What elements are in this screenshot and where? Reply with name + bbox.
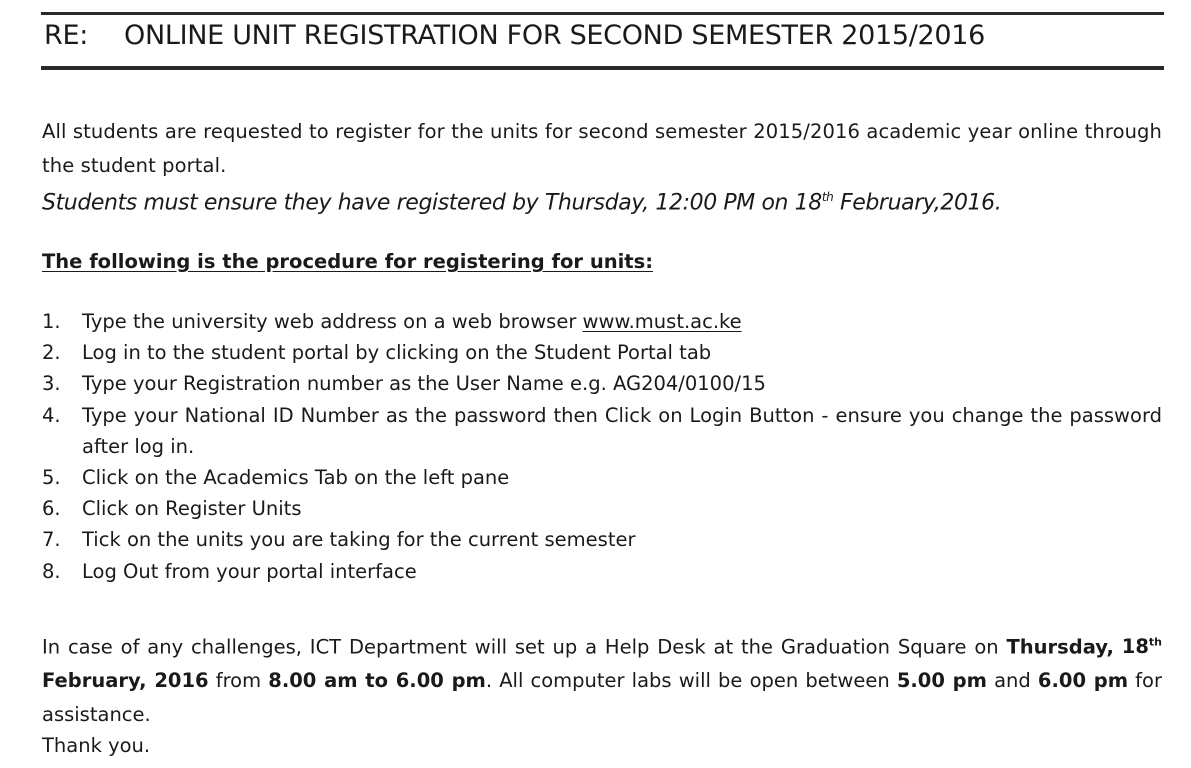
- deadline-text: Students must ensure they have registered by Thursday, 12:00 PM on 18: [42, 190, 822, 216]
- help-desk-hours: 8.00 am to 6.00 pm: [268, 669, 486, 692]
- step-text: Click on Register Units: [82, 497, 302, 521]
- step-item: [42, 368, 1162, 399]
- document-title: [44, 20, 985, 51]
- labs-close-time: 6.00 pm: [1037, 669, 1129, 692]
- step-text: Click on the Academics Tab on the left pane: [82, 466, 510, 490]
- help-desk-paragraph: [42, 626, 1162, 733]
- closing-text: and: [986, 669, 1038, 692]
- step-item: [42, 462, 1162, 493]
- step-number: 1.: [42, 310, 61, 333]
- title-prefix: RE:: [44, 20, 89, 51]
- step-item: [42, 556, 1162, 587]
- date-rest: February, 2016: [42, 669, 209, 692]
- deadline-date: February,2016.: [833, 190, 1002, 216]
- step-number: 6.: [42, 497, 61, 521]
- procedure-heading: The following is the procedure for registering for units:: [42, 250, 654, 273]
- labs-open-time: 5.00 pm: [896, 669, 987, 692]
- bottom-rule: [41, 66, 1164, 70]
- date-number: 18: [1121, 635, 1149, 658]
- step-number: 4.: [42, 403, 61, 427]
- step-item: [42, 306, 1162, 337]
- deadline-suffix: th: [821, 190, 834, 204]
- closing-thanks: Thank you.: [42, 734, 151, 757]
- step-item: [42, 524, 1162, 555]
- top-rule: [41, 12, 1164, 15]
- step-item: [42, 493, 1162, 524]
- closing-text: for assistance.: [42, 669, 1162, 726]
- title-text: ONLINE UNIT REGISTRATION FOR SECOND SEMESTER 2015/2016: [124, 20, 986, 51]
- step-text: Type the university web address on a web browser: [82, 310, 583, 333]
- step-text: Type your Registration number as the User Name e.g. AG204/0100/15: [82, 372, 766, 396]
- step-number: 8.: [42, 559, 61, 583]
- intro-paragraph: All students are requested to register for the units for second semester 2015/2016 academic year online through the student portal.: [42, 119, 1162, 177]
- step-item: [42, 400, 1162, 462]
- step-text: Tick on the units you are taking for the current semester: [82, 528, 636, 552]
- step-number: 2.: [42, 341, 61, 365]
- step-text: Type your National ID Number as the password then Click on Login Button - ensure you change the password after log in.: [82, 403, 1162, 458]
- university-website-link[interactable]: www.must.ac.ke: [582, 310, 742, 333]
- closing-text: In case of any challenges, ICT Department will set up a Help Desk at the Graduation Square on: [42, 635, 1007, 658]
- date-suffix: th: [1148, 635, 1162, 649]
- step-number: 3.: [42, 372, 61, 396]
- closing-text: from: [208, 669, 269, 692]
- help-desk-day: Thursday,: [1006, 635, 1114, 658]
- deadline-notice: [42, 190, 1001, 215]
- procedure-steps: [42, 306, 1162, 587]
- step-number: 5.: [42, 466, 61, 490]
- step-text: Log Out from your portal interface: [82, 559, 417, 583]
- step-item: [42, 337, 1162, 368]
- closing-space: [1114, 635, 1122, 658]
- step-text: Log in to the student portal by clicking on the Student Portal tab: [82, 341, 712, 365]
- step-number: 7.: [42, 528, 61, 552]
- closing-text: . All computer labs will be open between: [485, 669, 897, 692]
